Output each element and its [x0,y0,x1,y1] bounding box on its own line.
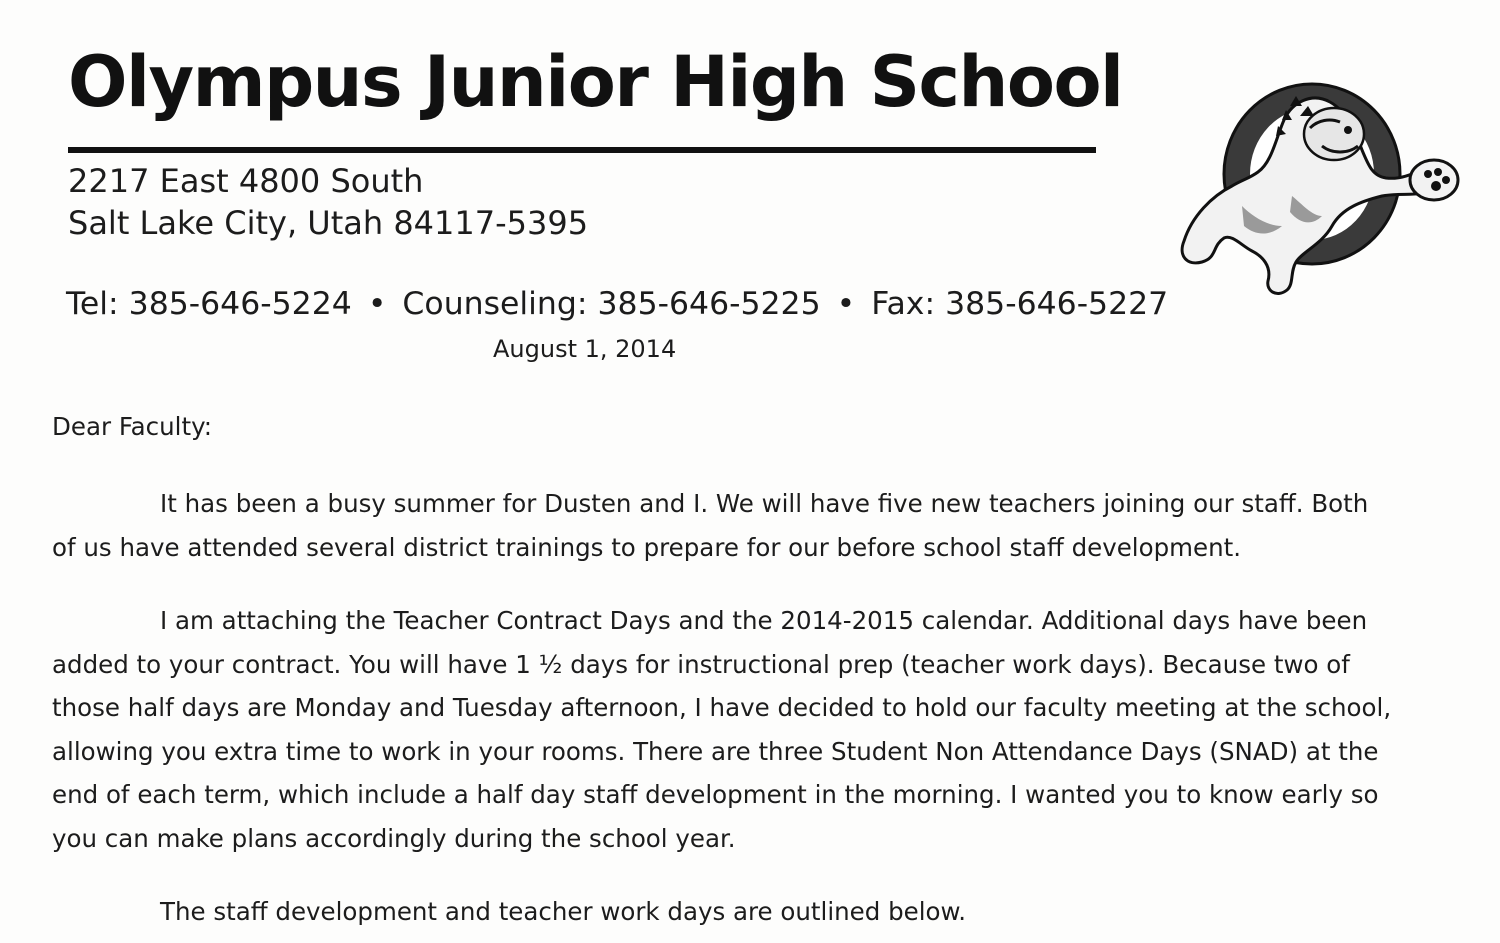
paragraph-1: It has been a busy summer for Dusten and I. We will have five new teachers joining our staff. Both of us have attended several district trainings to prepare for our before school staff development. [52,489,1369,562]
telephone-number: Tel: 385-646-5224 [66,286,352,322]
fax-number: Fax: 385-646-5227 [871,286,1169,322]
school-name: Olympus Junior High School [68,41,1123,123]
contact-separator: • [836,286,856,322]
paragraph-3: The staff development and teacher work days are outlined below. [160,897,967,926]
letter-date: August 1, 2014 [493,335,677,363]
school-address [68,160,588,244]
contact-separator: • [367,286,387,322]
address-line-street: 2217 East 4800 South [68,162,424,200]
salutation: Dear Faculty: [52,412,213,441]
bulldog-mascot-icon [1172,76,1467,302]
counseling-number: Counseling: 385-646-5225 [402,286,821,322]
address-line-city: Salt Lake City, Utah 84117-5395 [68,204,589,242]
header-divider [68,147,1096,153]
paragraph-2: I am attaching the Teacher Contract Days and the 2014-2015 calendar. Additional days have been added to your contract. You will have 1 ½ days for instructional prep (teacher work days). Because two of those half days are Monday and Tuesday afternoon, I have decided to hold our faculty meeting at the school, allowing you extra time to work in your rooms. There are three Student Non Attendance Days (SNAD) at the end of each term, which include a half day staff development in the morning. I wanted you to know early so you can make plans accordingly during the school year. [52,606,1392,853]
letter-body [52,408,1452,934]
contact-line [66,286,1168,322]
